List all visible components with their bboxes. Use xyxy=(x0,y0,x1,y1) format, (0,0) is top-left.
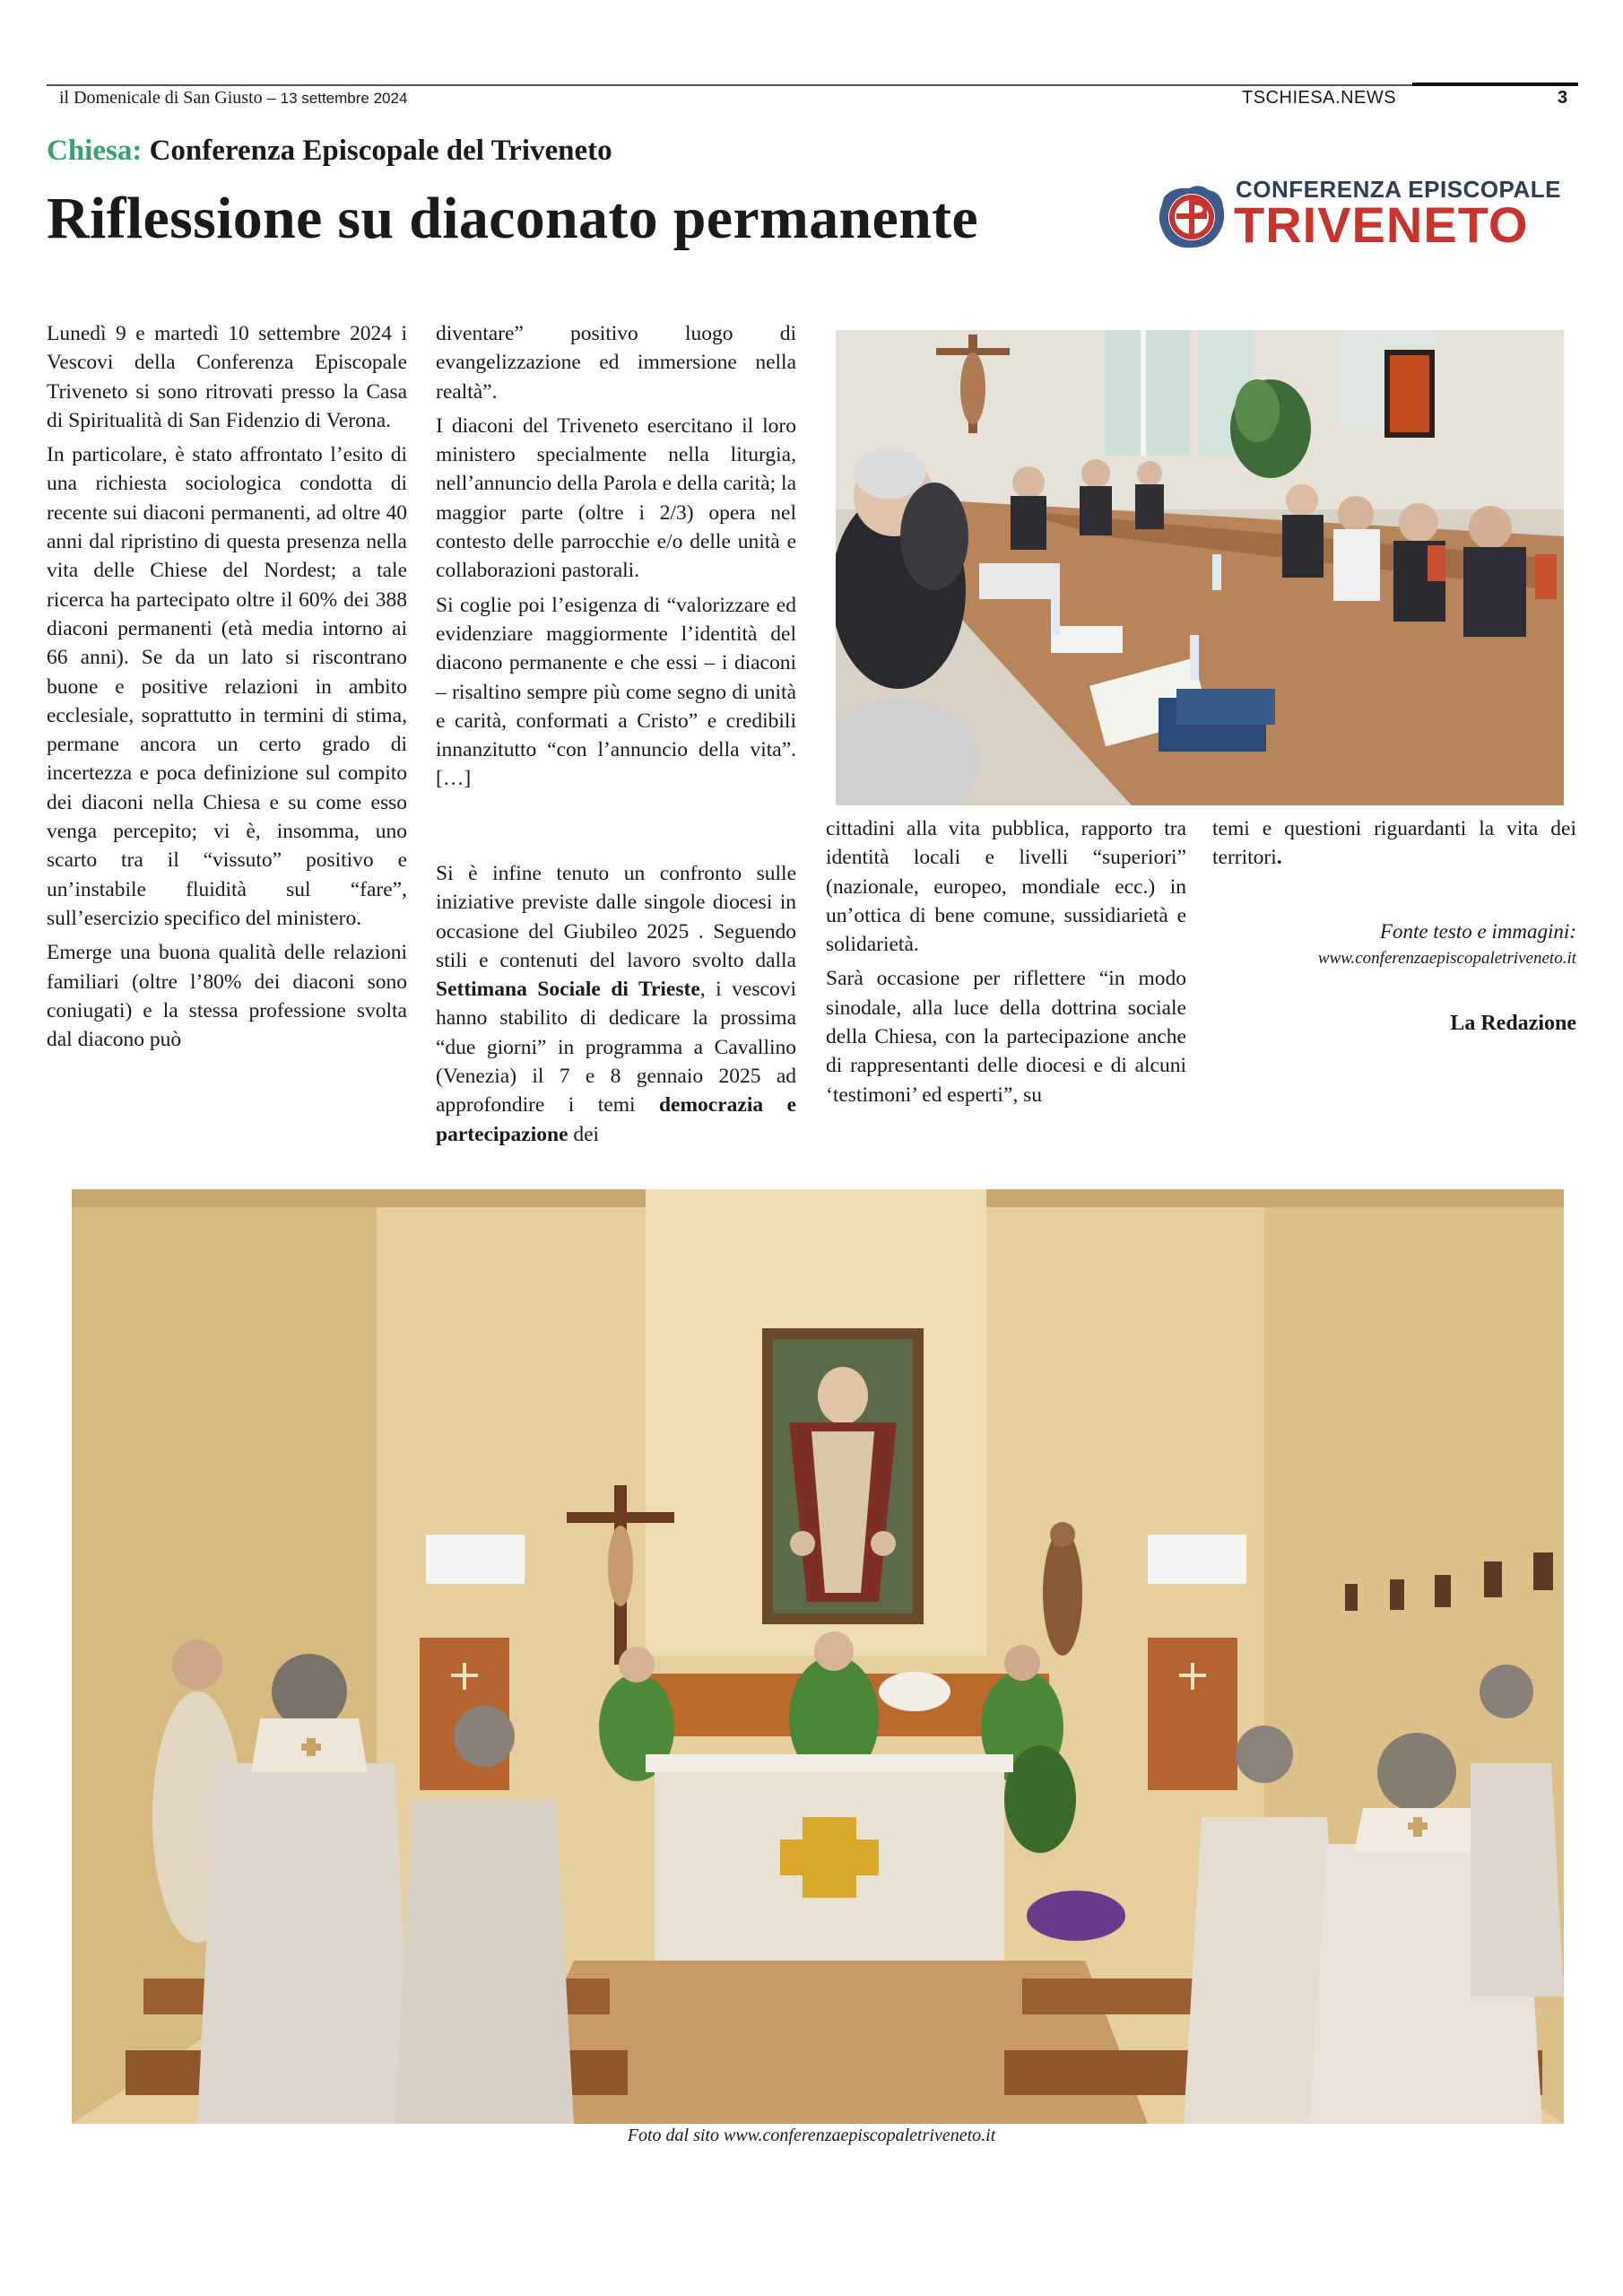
article-column-4 xyxy=(1212,814,1576,878)
article-column-2-lower xyxy=(436,859,796,1154)
source-label: Fonte testo e immagini: xyxy=(1379,920,1576,943)
photo-caption: Foto dal sito www.conferenzaepiscopaletriveneto.it xyxy=(627,2126,996,2145)
article-column-3 xyxy=(826,814,1186,1115)
paragraph: In particolare, è stato affrontato l’esito di una richiesta sociologica condotta di recente sui diaconi permanenti, ad oltre 40 anni dal ripristino di questa presenza nella vita delle Chiese del Nordest; a tale ricerca ha partecipato oltre il 60% dei 388 diaconi permanenti (età media intorno ai 66 anni). Se da un lato si riscontrano buone e positive relazioni in ambito ecclesiale, soprattutto in termini di stima, permane ancora un certo grado di incertezza e poca definizione sul compito dei diaconi nella Chiesa e su come esso venga percepito; vi è, insomma, uno scarto tra il “vissuto” positivo e un’instabile fluidità sul “fare”, sull’esercizio specifico del ministero. xyxy=(47,443,407,930)
logo-line1: CONFERENZA EPISCOPALE xyxy=(1236,176,1561,203)
bold-run: Settimana Sociale di Trieste xyxy=(436,978,700,1002)
bold-run: democrazia e partecipazione xyxy=(436,1093,796,1146)
site-name[interactable]: TSCHIESA.NEWS xyxy=(1242,88,1397,108)
bold-run: . xyxy=(1276,846,1282,870)
article-column-2 xyxy=(436,319,796,799)
header-rule xyxy=(47,84,1576,86)
chapel-mass-photo xyxy=(72,1189,1564,2124)
publication-line xyxy=(59,88,407,109)
text-run: temi e questioni riguardanti la vita dei territori xyxy=(1212,817,1576,870)
paragraph: Lunedì 9 e martedì 10 settembre 2024 i Vescovi della Conferenza Episcopale Triveneto si sono ritrovati presso la Casa di Spiritualità di San Fidenzio di Verona. xyxy=(47,322,407,432)
text-run: , i vescovi hanno stabilito di dedicare la prossima “due giorni” in programma a Cavallino (Venezia) il 7 e 8 gennaio 2025 ad approfondire i temi xyxy=(436,978,796,1118)
paragraph: diventare” positivo luogo di evangelizzazione ed immersione nella realtà”. xyxy=(436,322,796,404)
issue-date: 13 settembre 2024 xyxy=(280,90,408,107)
logo-line2: TRIVENETO xyxy=(1234,196,1529,253)
paragraph xyxy=(1212,814,1576,873)
section-kicker: Chiesa: xyxy=(47,135,143,167)
text-run: dei xyxy=(568,1122,600,1146)
section-topic: Conferenza Episcopale del Triveneto xyxy=(149,135,612,167)
publication-name: il Domenicale di San Giusto xyxy=(59,88,263,108)
header-separator: – xyxy=(262,88,281,108)
page-number: 3 xyxy=(1558,88,1568,108)
paragraph xyxy=(436,859,796,1149)
header-rule-accent xyxy=(1412,83,1578,86)
section-kicker-line xyxy=(47,135,612,168)
article-column-1 xyxy=(47,319,407,1059)
paragraph: Emerge una buona qualità delle relazioni familiari (oltre l’80% dei diaconi sono coniugati) e la stessa professione svolta dal diacono può xyxy=(47,941,407,1052)
cet-logo xyxy=(1155,176,1561,257)
meeting-photo xyxy=(836,330,1564,805)
paragraph: Sarà occasione per riflettere “in modo sinodale, alla luce della dottrina sociale della Chiesa, con la partecipazione anche di rappresentanti delle diocesi e di alcuni ‘testimoni’ ed esperti”, su xyxy=(826,967,1186,1107)
cet-emblem-icon xyxy=(1155,179,1228,253)
paragraph: I diaconi del Triveneto esercitano il loro ministero specialmente nella liturgia, nell’annuncio della Parola e della carità; la maggior parte (oltre i 2/3) opera nel contesto delle parrocchie e/o delle unità e collaborazioni pastorali. xyxy=(436,413,796,583)
source-url[interactable]: www.conferenzaepiscopaletriveneto.it xyxy=(1317,949,1576,968)
byline: La Redazione xyxy=(1450,1012,1576,1035)
text-run: Si è infine tenuto un confronto sulle iniziative previste dalle singole diocesi in occasione del Giubileo 2025 . Seguendo stili e contenuti del lavoro svolto dalla xyxy=(436,862,796,972)
paragraph: cittadini alla vita pubblica, rapporto tra identità locali e livelli “superiori” (nazionale, europeo, mondiale ecc.) in un’ottica di bene comune, sussidiarietà e solidarietà. xyxy=(826,817,1186,957)
paragraph: Si coglie poi l’esigenza di “valorizzare ed evidenziare maggiormente l’identità del diacono permanente e che essi – i diaconi – risaltino sempre più come segno di unità e carità, conformati a Cristo” e credibili innanzitutto “con l’annuncio della vita”. […] xyxy=(436,593,796,791)
headline: Riflessione su diaconato permanente xyxy=(47,186,978,251)
